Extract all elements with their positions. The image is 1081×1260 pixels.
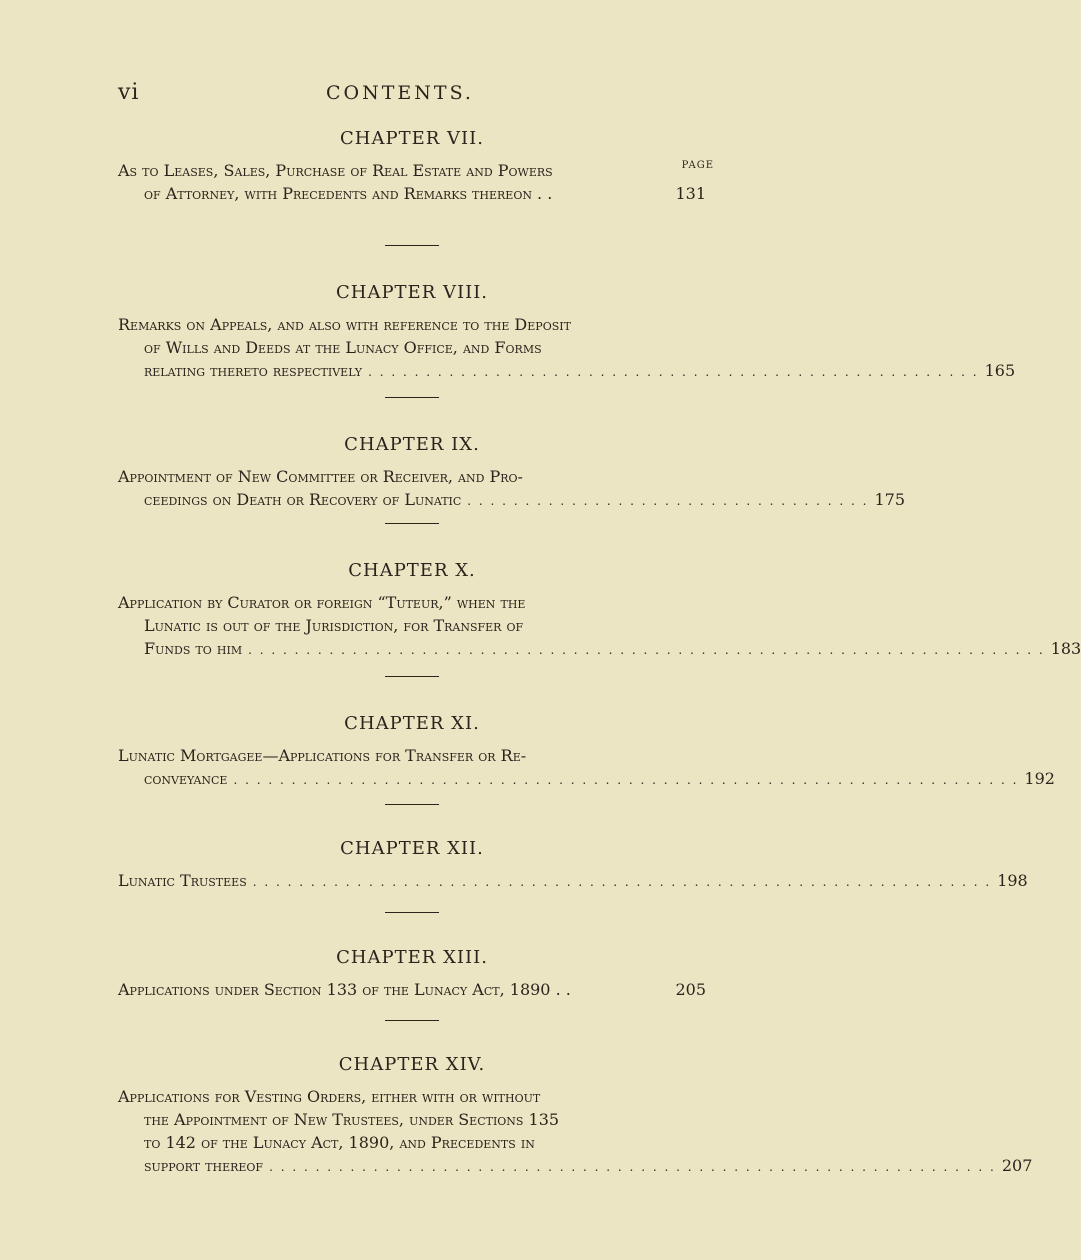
chapter-title: CHAPTER XII. <box>340 838 484 859</box>
entry-line: Lunatic Trustees <box>118 871 247 890</box>
chapter-title: CHAPTER VIII. <box>335 282 489 303</box>
chapter-entry: Lunatic Trustees . . . . . . . . . . . . . . . . . . . . . . . . . . . . . . . . . . . . . . . . . . . . . . . . . . . . . . . . . . . . . . . . 198 <box>118 871 1028 890</box>
chapter-title: CHAPTER X. <box>348 560 476 581</box>
entry-line: Remarks on Appeals, and also with reference to the Deposit <box>118 315 571 334</box>
divider <box>385 245 439 246</box>
chapter-entry: Application by Curator or foreign “Tuteur,” when the Lunatic is out of the Jurisdiction, for Transfer of Funds to him . . . . . . . . . . . . . . . . . . . . . . . . . . . . . . . . . . . . . . . . . . . . . . . . . . . . . . . . . . . . . . . . . . . . . 183 <box>118 593 1081 658</box>
entry-page: 175 <box>874 490 906 509</box>
chapter-title: CHAPTER XI. <box>344 713 480 734</box>
chapter-viii <box>118 282 1016 384</box>
entry-line: support thereof <box>144 1156 264 1175</box>
chapter-entry <box>118 159 706 205</box>
divider <box>385 912 439 913</box>
divider <box>385 397 439 398</box>
chapter-title: CHAPTER VII. <box>340 128 484 149</box>
chapter-title: CHAPTER XIII. <box>336 947 488 968</box>
entry-page: 198 <box>997 871 1028 890</box>
entry-line: the Appointment of New Trustees, under Sections 135 <box>144 1110 560 1129</box>
entry-line: conveyance <box>144 769 228 788</box>
page-title: CONTENTS. <box>326 82 474 104</box>
divider <box>385 676 439 677</box>
entry-line: ceedings on Death or Recovery of Lunatic <box>144 490 462 509</box>
entry-line: As to Leases, Sales, Purchase of Real Estate and Powers <box>118 161 553 180</box>
entry-line: Applications under Section 133 of the Lunacy Act, 1890 . . <box>118 980 571 999</box>
chapter-entry <box>118 978 706 1001</box>
entry-line: of Wills and Deeds at the Lunacy Office, and Forms <box>144 338 542 357</box>
entry-line: relating thereto respectively <box>144 361 363 380</box>
chapter-vii <box>118 128 706 205</box>
entry-line: Lunatic is out of the Jurisdiction, for Transfer of <box>144 616 524 635</box>
entry-line: Application by Curator or foreign “Tuteur,” when the <box>118 593 526 612</box>
entry-line: Appointment of New Committee or Receiver, and Pro- <box>118 467 523 486</box>
page-number: vi <box>118 80 140 105</box>
chapter-ix <box>118 434 906 513</box>
page-column-label: PAGE <box>681 160 714 171</box>
entry-page: 131 <box>675 184 706 203</box>
entry-line: Lunatic Mortgagee—Applications for Transfer or Re- <box>118 746 527 765</box>
divider <box>385 1020 439 1021</box>
entry-line: Applications for Vesting Orders, either with or without <box>118 1087 541 1106</box>
entry-page: 192 <box>1024 769 1055 788</box>
chapter-xi <box>118 713 1055 792</box>
chapter-title: CHAPTER IX. <box>344 434 480 455</box>
chapter-entry: Remarks on Appeals, and also with reference to the Deposit of Wills and Deeds at the Lunacy Office, and Forms relating thereto respectively . . . . . . . . . . . . . . . . . . . . . . . . . . . . . . . . . . . . . . . . . . . . . . . . . . . . . 165 <box>118 315 1016 380</box>
entry-line: to 142 of the Lunacy Act, 1890, and Precedents in <box>144 1133 535 1152</box>
chapter-title: CHAPTER XIV. <box>338 1054 486 1075</box>
chapter-entry: Lunatic Mortgagee—Applications for Transfer or Re- conveyance . . . . . . . . . . . . . . . . . . . . . . . . . . . . . . . . . . . . . . . . . . . . . . . . . . . . . . . . . . . . . . . . . . . . 192 <box>118 746 1055 788</box>
entry-page: 165 <box>984 361 1016 380</box>
entry-page: 183 <box>1050 639 1081 658</box>
entry-page: 207 <box>1001 1156 1033 1175</box>
entry-line: of Attorney, with Precedents and Remarks thereon . . <box>144 184 553 203</box>
entry-line: Funds to him <box>144 639 243 658</box>
chapter-xii <box>118 838 1028 894</box>
entry-page: 205 <box>675 980 706 999</box>
chapter-entry: Appointment of New Committee or Receiver, and Pro- ceedings on Death or Recovery of Lunatic . . . . . . . . . . . . . . . . . . . . . . . . . . . . . . . . . . . 175 <box>118 467 906 509</box>
running-head <box>0 80 800 110</box>
chapter-xiv <box>118 1054 1033 1179</box>
divider <box>385 523 439 524</box>
chapter-entry: Applications for Vesting Orders, either with or without the Appointment of New Trustees, under Sections 135 to 142 of the Lunacy Act, 1890, and Precedents in support thereof . . . . . . . . . . . . . . . . . . . . . . . . . . . . . . . . . . . . . . . . . . . . . . . . . . . . . . . . . . . . . . . 207 <box>118 1087 1033 1175</box>
chapter-x <box>118 560 1081 662</box>
chapter-xiii <box>118 947 706 1001</box>
divider <box>385 804 439 805</box>
